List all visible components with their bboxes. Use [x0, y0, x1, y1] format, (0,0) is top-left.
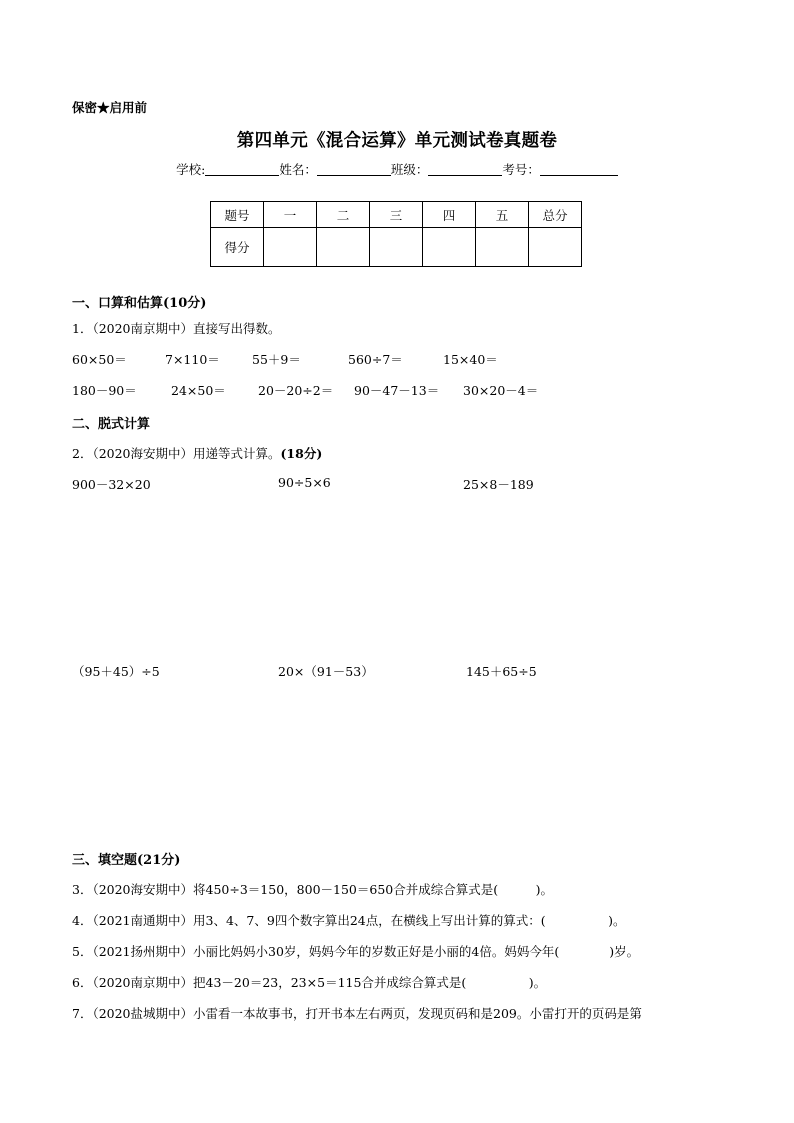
- section2-title: 二、脱式计算: [72, 417, 151, 432]
- score-header-cell: 二: [317, 202, 370, 228]
- name-blank[interactable]: [317, 163, 391, 176]
- question-3: 3．（2020海安期中）将450÷3＝150，800－150＝650合并成综合算式是( )。: [72, 882, 553, 897]
- score-header-cell: 三: [370, 202, 423, 228]
- q2-item: 25×8－189: [463, 477, 534, 492]
- q1-item: 560÷7＝: [348, 352, 403, 367]
- q1-item: 20－20÷2＝: [258, 383, 334, 398]
- score-header-cell: 一: [264, 202, 317, 228]
- q2-item: 900－32×20: [72, 477, 151, 492]
- score-table-header-row: [211, 202, 582, 228]
- score-cell[interactable]: [476, 228, 529, 267]
- q1-item: 24×50＝: [171, 383, 226, 398]
- school-blank[interactable]: [205, 163, 279, 176]
- question-1: 1．（2020南京期中）直接写出得数。: [72, 321, 281, 336]
- page-title: 第四单元《混合运算》单元测试卷真题卷: [236, 131, 558, 151]
- question-5: 5．（2021扬州期中）小丽比妈妈小30岁，妈妈今年的岁数正好是小丽的4倍。妈妈今年( )岁。: [72, 944, 640, 959]
- score-row-label: 得分: [211, 228, 264, 267]
- score-header-cell: 四: [423, 202, 476, 228]
- score-table-score-row: [211, 228, 582, 267]
- q1-item: 30×20－4＝: [463, 383, 539, 398]
- exam-number-label: 考号：: [502, 162, 540, 177]
- class-label: 班级：: [390, 162, 429, 177]
- score-header-cell: 总分: [529, 202, 582, 228]
- score-cell[interactable]: [370, 228, 423, 267]
- q1-item: 55＋9＝: [252, 352, 301, 367]
- student-info-line: [0, 160, 794, 178]
- question-2: [72, 444, 322, 462]
- exam-number-blank[interactable]: [540, 163, 618, 176]
- question-2-text: 2．（2020海安期中）用递等式计算。: [72, 446, 281, 461]
- score-header-cell: 题号: [211, 202, 264, 228]
- score-table: [210, 201, 582, 267]
- question-2-score: (18分): [280, 446, 323, 461]
- q2-item: （95＋45）÷5: [72, 664, 160, 679]
- q1-item: 180－90＝: [72, 383, 137, 398]
- name-label: 姓名：: [279, 162, 317, 177]
- section3-title: 三、填空题(21分): [72, 853, 181, 868]
- q2-item: 90÷5×6: [278, 475, 331, 490]
- score-cell[interactable]: [423, 228, 476, 267]
- q1-item: 90－47－13＝: [354, 383, 440, 398]
- q2-item: 20×（91－53）: [278, 664, 374, 679]
- q1-item: 60×50＝: [72, 352, 127, 367]
- section1-title: 一、口算和估算(10分): [72, 296, 207, 311]
- score-header-cell: 五: [476, 202, 529, 228]
- question-7: 7．（2020盐城期中）小雷看一本故事书，打开书本左右两页，发现页码和是209。小雷打开的页码是第: [72, 1006, 642, 1021]
- q1-item: 7×110＝: [165, 352, 220, 367]
- score-cell[interactable]: [529, 228, 582, 267]
- confidential-label: 保密★启用前: [72, 100, 148, 115]
- score-cell[interactable]: [317, 228, 370, 267]
- score-cell[interactable]: [264, 228, 317, 267]
- q2-item: 145＋65÷5: [466, 664, 537, 679]
- school-label: 学校:: [176, 162, 206, 177]
- class-blank[interactable]: [428, 163, 502, 176]
- question-4: 4．（2021南通期中）用3、4、7、9四个数字算出24点，在横线上写出计算的算式：( )。: [72, 913, 626, 928]
- question-6: 6．（2020南京期中）把43－20＝23，23×5＝115合并成综合算式是( )。: [72, 975, 547, 990]
- q1-item: 15×40＝: [443, 352, 498, 367]
